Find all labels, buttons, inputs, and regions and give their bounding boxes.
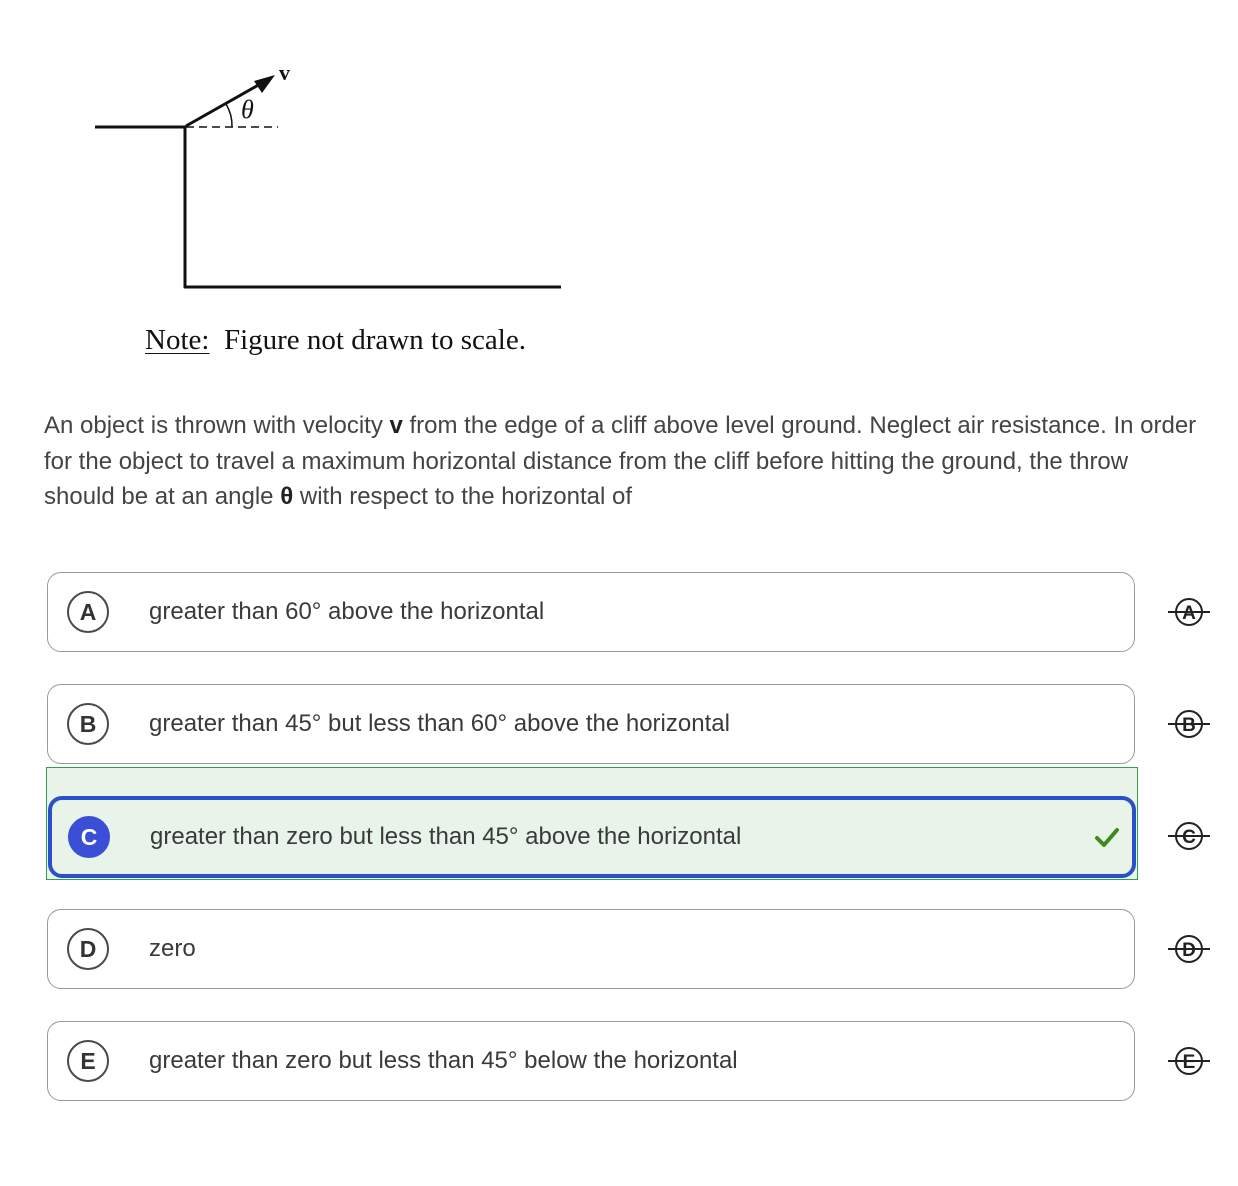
eliminate-d-icon[interactable] <box>1168 934 1210 964</box>
eliminate-b-letter: B <box>1182 715 1196 736</box>
note-text: Figure not drawn to scale. <box>223 324 526 356</box>
choice-text-a: greater than 60° above the horizontal <box>149 598 545 625</box>
choice-letter-c: C <box>68 816 110 858</box>
eliminate-a-letter: A <box>1182 603 1196 624</box>
cliff-figure <box>0 0 620 380</box>
choice-letter-e: E <box>67 1040 109 1082</box>
answer-choice-d[interactable] <box>47 909 1135 989</box>
eliminate-d-letter: D <box>1182 940 1196 961</box>
angle-arc <box>226 104 232 127</box>
eliminate-e-icon[interactable] <box>1168 1046 1210 1076</box>
question-text-part3: with respect to the horizontal of <box>293 483 633 510</box>
angle-symbol: θ <box>280 483 294 510</box>
choice-text-d: zero <box>149 935 196 962</box>
question-stem <box>44 408 1204 515</box>
choice-text-b: greater than 45° but less than 60° above the horizontal <box>149 710 730 737</box>
answer-choice-c[interactable] <box>48 796 1136 878</box>
choice-letter-d: D <box>67 928 109 970</box>
velocity-arrowhead <box>254 75 275 93</box>
velocity-symbol: v <box>389 412 403 439</box>
answer-choice-a[interactable] <box>47 572 1135 652</box>
eliminate-b-icon[interactable] <box>1168 709 1210 739</box>
choice-letter-a: A <box>67 591 109 633</box>
note-label: Note: <box>145 324 210 356</box>
cliff-diagram <box>0 0 620 380</box>
eliminate-c-letter: C <box>1182 827 1196 848</box>
angle-label: θ <box>241 95 254 124</box>
figure-note <box>145 324 526 357</box>
question-text-part2: from the edge of a cliff above level ground. Neglect air resistance. In order for the object to travel a maximum horizontal distance from the cliff before hitting the ground, the throw should be at an angle <box>44 412 1197 510</box>
choice-text-e: greater than zero but less than 45° below the horizontal <box>149 1047 738 1074</box>
eliminate-e-letter: E <box>1182 1052 1196 1073</box>
velocity-label: v <box>279 60 290 85</box>
answer-choice-b[interactable] <box>47 684 1135 764</box>
eliminate-a-icon[interactable] <box>1168 597 1210 627</box>
choice-text-c: greater than zero but less than 45° above the horizontal <box>150 823 742 850</box>
answer-choice-e[interactable] <box>47 1021 1135 1101</box>
question-text-part1: An object is thrown with velocity <box>44 412 390 439</box>
choice-letter-b: B <box>67 703 109 745</box>
checkmark-icon <box>1094 824 1120 850</box>
eliminate-c-icon[interactable] <box>1168 821 1210 851</box>
